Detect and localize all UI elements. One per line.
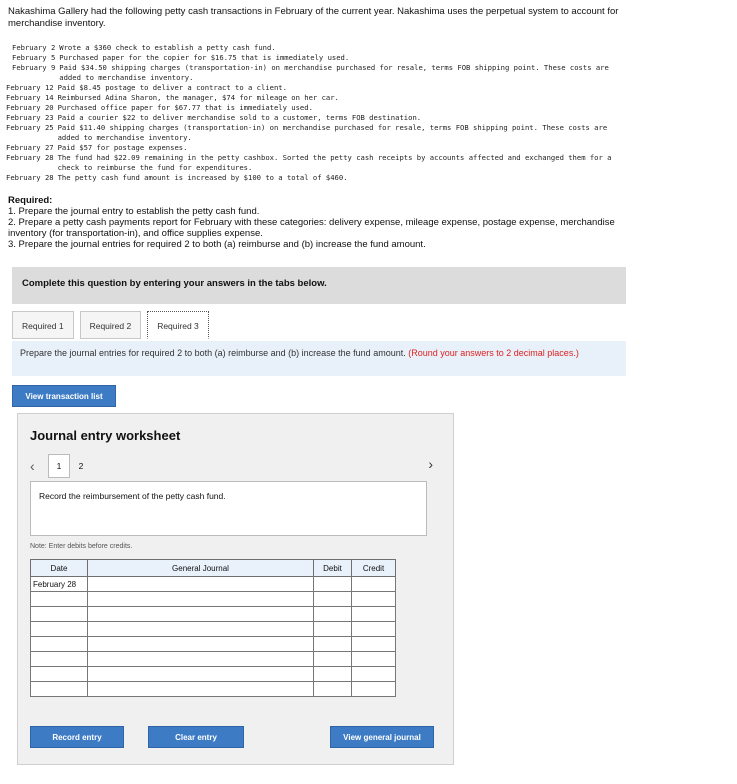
transaction-text: Paid $11.40 shipping charges (transportation-in) on merchandise purchased for resale, terms FOB shipping point. These costs are added to merchandise inventory. bbox=[57, 123, 608, 142]
date-cell[interactable] bbox=[31, 652, 88, 667]
transaction-row bbox=[6, 103, 631, 113]
credit-cell[interactable] bbox=[352, 607, 396, 622]
debit-credit-note: Note: Enter debits before credits. bbox=[30, 543, 133, 550]
tab-instruction-text: Prepare the journal entries for required 2 to both (a) reimburse and (b) increase the fund amount. bbox=[20, 348, 406, 358]
account-cell[interactable] bbox=[88, 652, 314, 667]
journal-entry-worksheet bbox=[17, 413, 454, 765]
account-cell[interactable] bbox=[88, 592, 314, 607]
transaction-row bbox=[6, 53, 631, 63]
worksheet-title: Journal entry worksheet bbox=[30, 428, 181, 443]
transaction-date: February 25 bbox=[6, 123, 54, 132]
transaction-text: Paid $57 for postage expenses. bbox=[57, 143, 188, 152]
transaction-row bbox=[6, 173, 631, 183]
transaction-text: The petty cash fund amount is increased by $100 to a total of $460. bbox=[57, 173, 348, 182]
journal-row bbox=[31, 622, 396, 637]
credit-cell[interactable] bbox=[352, 577, 396, 592]
transaction-date: February 28 bbox=[6, 153, 54, 162]
view-general-journal-button[interactable]: View general journal bbox=[330, 726, 434, 748]
required-section bbox=[8, 195, 633, 250]
transaction-date: February 9 bbox=[12, 63, 56, 72]
tab-required-2[interactable]: Required 2 bbox=[80, 311, 142, 339]
debit-cell[interactable] bbox=[314, 592, 352, 607]
transaction-text: Paid $8.45 postage to deliver a contract to a client. bbox=[57, 83, 287, 92]
tab-required-1[interactable]: Required 1 bbox=[12, 311, 74, 339]
required-tabs bbox=[12, 311, 209, 339]
journal-row bbox=[31, 652, 396, 667]
transaction-text: Purchased paper for the copier for $16.75 that is immediately used. bbox=[59, 53, 350, 62]
record-entry-button[interactable]: Record entry bbox=[30, 726, 124, 748]
view-transaction-list-button[interactable]: View transaction list bbox=[12, 385, 116, 407]
transaction-row bbox=[6, 93, 631, 103]
transaction-date: February 2 bbox=[12, 43, 56, 52]
debit-cell[interactable] bbox=[314, 682, 352, 697]
credit-cell[interactable] bbox=[352, 667, 396, 682]
required-item-3: 3. Prepare the journal entries for required 2 to both (a) reimburse and (b) increase the fund amount. bbox=[8, 239, 426, 250]
transaction-date: February 5 bbox=[12, 53, 56, 62]
date-cell[interactable] bbox=[31, 637, 88, 652]
worksheet-pager bbox=[30, 454, 92, 478]
debit-header: Debit bbox=[314, 560, 352, 577]
entry-instruction: Record the reimbursement of the petty cash fund. bbox=[30, 481, 427, 536]
transaction-text: Paid $34.50 shipping charges (transportation-in) on merchandise purchased for resale, terms FOB shipping point. These costs are added to merchandise inventory. bbox=[59, 63, 609, 82]
transaction-row bbox=[6, 153, 631, 173]
account-cell[interactable] bbox=[88, 682, 314, 697]
required-item-2: 2. Prepare a petty cash payments report for February with these categories: delivery expense, mileage expense, postage expense, merchandise inventory (for transportation-in), and office supplies expense. bbox=[8, 217, 615, 239]
required-heading: Required: bbox=[8, 195, 53, 206]
account-cell[interactable] bbox=[88, 577, 314, 592]
transaction-row bbox=[6, 43, 631, 53]
transaction-row bbox=[6, 123, 631, 143]
transaction-row bbox=[6, 63, 631, 83]
date-cell[interactable] bbox=[31, 622, 88, 637]
credit-cell[interactable] bbox=[352, 622, 396, 637]
journal-row bbox=[31, 637, 396, 652]
date-cell[interactable] bbox=[31, 667, 88, 682]
debit-cell[interactable] bbox=[314, 622, 352, 637]
date-header: Date bbox=[31, 560, 88, 577]
credit-cell[interactable] bbox=[352, 592, 396, 607]
journal-row bbox=[31, 667, 396, 682]
date-cell[interactable]: February 28 bbox=[31, 577, 88, 592]
account-cell[interactable] bbox=[88, 637, 314, 652]
transaction-date: February 28 bbox=[6, 173, 54, 182]
tab-instructions bbox=[12, 341, 626, 376]
tab-required-3[interactable]: Required 3 bbox=[147, 311, 209, 339]
transaction-text: Paid a courier $22 to deliver merchandise sold to a customer, terms FOB destination. bbox=[57, 113, 422, 122]
transaction-list bbox=[6, 43, 631, 183]
transaction-date: February 27 bbox=[6, 143, 54, 152]
transaction-row bbox=[6, 113, 631, 123]
credit-cell[interactable] bbox=[352, 652, 396, 667]
transaction-row bbox=[6, 143, 631, 153]
chevron-left-icon[interactable]: ‹ bbox=[30, 458, 35, 474]
journal-row bbox=[31, 592, 396, 607]
transaction-date: February 14 bbox=[6, 93, 54, 102]
date-cell[interactable] bbox=[31, 592, 88, 607]
transaction-text: Reimbursed Adina Sharon, the manager, $74 for mileage on her car. bbox=[57, 93, 339, 102]
required-item-1: 1. Prepare the journal entry to establish the petty cash fund. bbox=[8, 206, 260, 217]
date-cell[interactable] bbox=[31, 607, 88, 622]
transaction-row bbox=[6, 83, 631, 93]
credit-cell[interactable] bbox=[352, 637, 396, 652]
date-cell[interactable] bbox=[31, 682, 88, 697]
transaction-text: The fund had $22.09 remaining in the petty cashbox. Sorted the petty cash receipts by accounts affected and exchanged them for a check to reimburse the fund for expenditures. bbox=[57, 153, 612, 172]
credit-header: Credit bbox=[352, 560, 396, 577]
problem-intro: Nakashima Gallery had the following petty cash transactions in February of the current year. Nakashima uses the perpetual system to account for merchandise inventory. bbox=[8, 6, 619, 29]
instructions-banner: Complete this question by entering your answers in the tabs below. bbox=[12, 267, 626, 304]
general-journal-header: General Journal bbox=[88, 560, 314, 577]
page-2-button[interactable]: 2 bbox=[78, 461, 84, 471]
credit-cell[interactable] bbox=[352, 682, 396, 697]
journal-row bbox=[31, 682, 396, 697]
account-cell[interactable] bbox=[88, 622, 314, 637]
transaction-date: February 12 bbox=[6, 83, 54, 92]
transaction-text: Wrote a $360 check to establish a petty cash fund. bbox=[59, 43, 276, 52]
debit-cell[interactable] bbox=[314, 667, 352, 682]
transaction-date: February 23 bbox=[6, 113, 54, 122]
account-cell[interactable] bbox=[88, 607, 314, 622]
journal-row bbox=[31, 607, 396, 622]
debit-cell[interactable] bbox=[314, 607, 352, 622]
debit-cell[interactable] bbox=[314, 652, 352, 667]
transaction-text: Purchased office paper for $67.77 that is immediately used. bbox=[57, 103, 313, 112]
clear-entry-button[interactable]: Clear entry bbox=[148, 726, 244, 748]
journal-table bbox=[30, 559, 396, 697]
debit-cell[interactable] bbox=[314, 637, 352, 652]
transaction-date: February 20 bbox=[6, 103, 54, 112]
account-cell[interactable] bbox=[88, 667, 314, 682]
chevron-right-icon[interactable]: › bbox=[428, 456, 433, 472]
rounding-hint: (Round your answers to 2 decimal places.) bbox=[408, 348, 579, 358]
debit-cell[interactable] bbox=[314, 577, 352, 592]
journal-row bbox=[31, 577, 396, 592]
page-1-button[interactable]: 1 bbox=[48, 454, 70, 478]
